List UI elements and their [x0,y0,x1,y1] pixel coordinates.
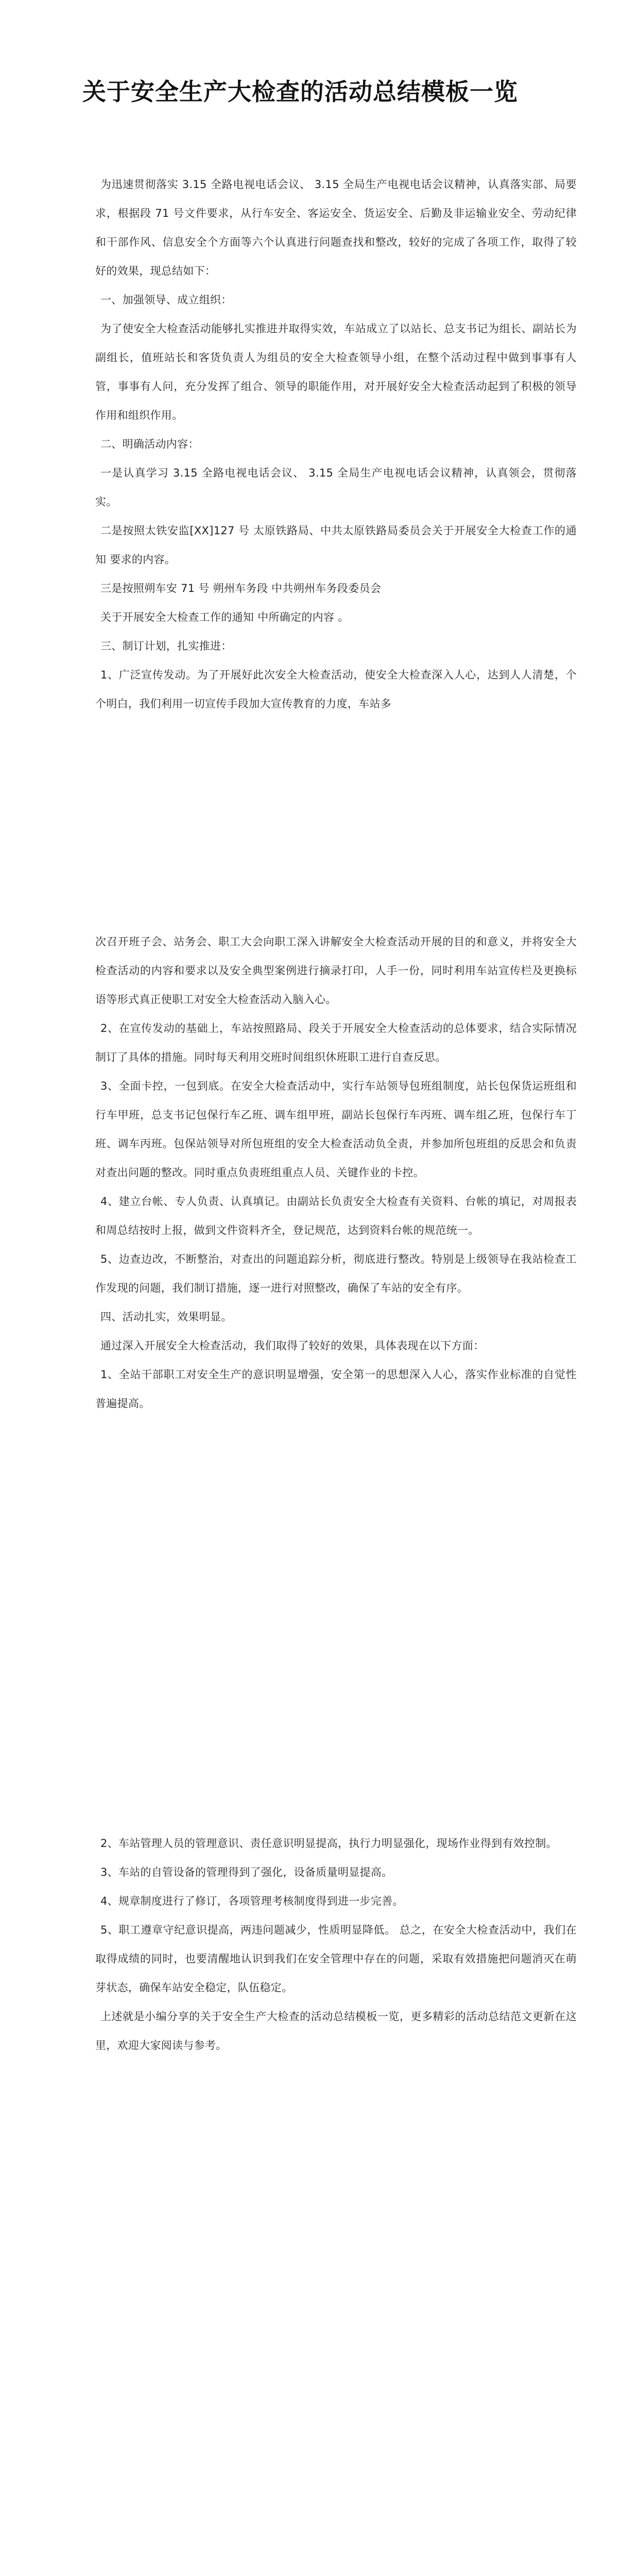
paragraph: 次召开班子会、站务会、职工大会向职工深入讲解安全大检查活动开展的目的和意义，并将安全大检查活动的内容和要求以及安全典型案例进行摘录打印，人手一份，同时利用车站宣传栏及更换标语等形式真正使职工对安全大检查活动入脑入心。 [95,936,577,1006]
section-heading: 一、加强领导、成立组织： [100,294,232,306]
paragraph: 上述就是小编分享的关于安全生产大检查的活动总结模板一览，更多精彩的活动总结范文更新在这里，欢迎大家阅读与参考。 [95,2010,577,2052]
paragraph: 4、建立台帐、专人负责、认真填记。由副站长负责安全大检查有关资料、台帐的填记，对周报表和周总结按时上报，做到文件资料齐全，登记规范，达到资料台帐的规范统一。 [95,1195,577,1236]
paragraph: 二是按照太铁安监[XX]127 号 太原铁路局、中共太原铁路局委员会关于开展安全大检查工作的通知 要求的内容。 [95,524,577,566]
paragraph: 5、职工遵章守纪意识提高，两违问题减少，性质明显降低。 总之，在安全大检查活动中，我们在取得成绩的同时，也要清醒地认识到我们在安全管理中存在的问题，采取有效措施把问题消灭在萌芽状态，确保车站安全稳定，队伍稳定。 [95,1924,577,1994]
paragraph: 为迅速贯彻落实 3.15 全路电视电话会议、 3.15 全局生产电视电话会议精神，认真落实部、局要求，根据段 71 号文件要求，从行车安全、客运安全、货运安全、后勤及非运输业安全、劳动纪律和干部作风、信息安全个方面等六个认真进行问题查找和整改，较好的完成了各项工作，取得了较好的效果，现总结如下： [95,178,577,277]
section-heading: 三、制订计划，扎实推进： [100,640,232,652]
paragraph: 2、在宣传发动的基础上，车站按照路局、段关于开展安全大检查活动的总体要求，结合实际情况制订了具体的措施。同时每天利用交班时间组织休班职工进行自查反思。 [95,1022,577,1063]
section-heading: 二、明确活动内容： [100,438,199,450]
paragraph: 3、全面卡控，一包到底。在安全大检查活动中，实行车站领导包班组制度，站长包保货运班组和行车甲班，总支书记包保行车乙班、调车组甲班，副站长包保行车丙班、调车组乙班，包保行车丁班、调车丙班。包保站领导对所包班组的安全大检查活动负全责，并参加所包班组的反思会和负责对查出问题的整改。同时重点负责班组重点人员、关键作业的卡控。 [95,1080,577,1179]
paragraph: 1、全站干部职工对安全生产的意识明显增强，安全第一的思想深入人心，落实作业标准的自觉性普遍提高。 [95,1368,577,1410]
text-block-2 [95,927,577,1418]
text-block-1 [95,170,577,718]
paragraph: 为了使安全大检查活动能够扎实推进并取得实效，车站成立了以站长、总支书记为组长、副站长为副组长，值班站长和客货负责人为组员的安全大检查领导小组，在整个活动过程中做到事事有人管，事事有人问，充分发挥了组合、领导的职能作用，对开展好安全大检查活动起到了积极的领导作用和组织作用。 [95,323,577,421]
paragraph: 1、广泛宣传发动。为了开展好此次安全大检查活动，使安全大检查深入人心，达到人人清楚，个个明白，我们利用一切宣传手段加大宣传教育的力度，车站多 [95,669,577,710]
paragraph: 4、规章制度进行了修订，各项管理考核制度得到进一步完善。 [100,1895,404,1907]
paragraph: 5、边查边改，不断整治，对查出的问题追踪分析，彻底进行整改。特别是上级领导在我站检查工作发现的问题，我们制订措施，逐一进行对照整改，确保了车站的安全有序。 [95,1253,577,1294]
paragraph: 三是按照朔车安 71 号 朔州车务段 中共朔州车务段委员会 [100,582,382,595]
paragraph: 关于开展安全大检查工作的通知 中所确定的内容 。 [100,611,349,623]
paragraph: 3、车站的自管设备的管理得到了强化，设备质量明显提高。 [100,1866,393,1878]
document-title: 关于安全生产大检查的活动总结模板一览 [82,78,518,106]
paragraph: 通过深入开展安全大检查活动，我们取得了较好的效果，具体表现在以下方面： [100,1340,485,1352]
paragraph: 一是认真学习 3.15 全路电视电话会议、 3.15 全局生产电视电话会议精神，认真领会，贯彻落实。 [95,467,577,508]
text-block-3 [95,1829,577,2060]
paragraph: 2、车站管理人员的管理意识、责任意识明显提高，执行力明显强化，现场作业得到有效控制。 [100,1837,557,1850]
section-heading: 四、活动扎实，效果明显。 [100,1311,232,1323]
